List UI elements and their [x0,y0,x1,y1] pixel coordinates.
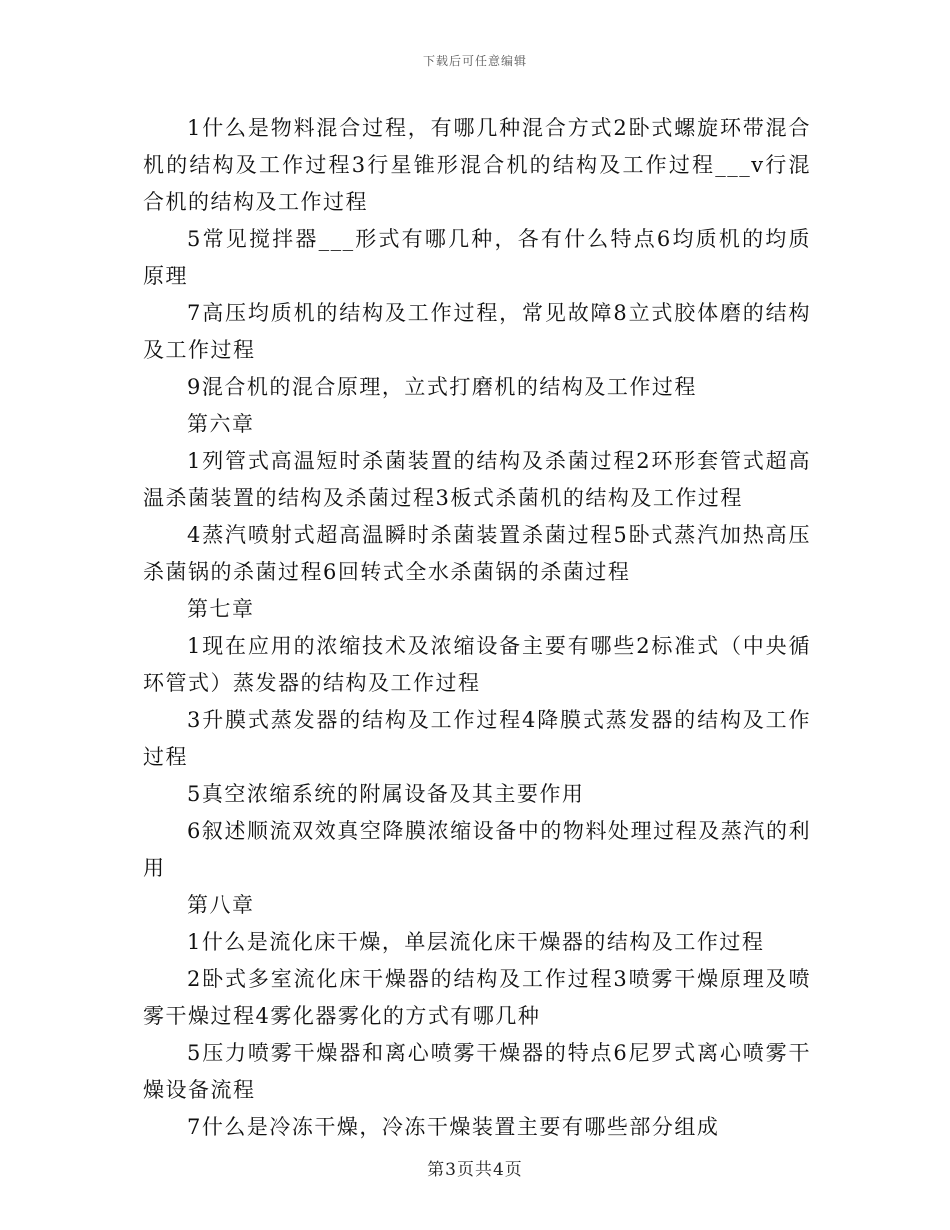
chapter-heading: 第六章 [187,412,255,436]
paragraph: 7什么是冷冻干燥，冷冻干燥装置主要有哪些部分组成 [187,1115,720,1139]
paragraph: 6叙述顺流双效真空降膜浓缩设备中的物料处理过程及蒸汽的利用 [143,819,811,880]
paragraph: 2卧式多室流化床干燥器的结构及工作过程3喷雾干燥原理及喷雾干燥过程4雾化器雾化的方式有哪几种 [143,967,811,1028]
paragraph: 5压力喷雾干燥器和离心喷雾干燥器的特点6尼罗式离心喷雾干燥设备流程 [143,1041,811,1102]
paragraph: 1什么是物料混合过程，有哪几种混合方式2卧式螺旋环带混合机的结构及工作过程3行星锥形混合机的结构及工作过程___v行混合机的结构及工作过程 [143,116,811,214]
paragraph: 4蒸汽喷射式超高温瞬时杀菌装置杀菌过程5卧式蒸汽加热高压杀菌锅的杀菌过程6回转式全水杀菌锅的杀菌过程 [143,523,811,584]
page-header: 下载后可任意编辑 [422,54,527,68]
paragraph: 1什么是流化床干燥，单层流化床干燥器的结构及工作过程 [187,930,765,954]
paragraph: 1现在应用的浓缩技术及浓缩设备主要有哪些2标准式（中央循环管式）蒸发器的结构及工作过程 [143,634,811,695]
paragraph: 3升膜式蒸发器的结构及工作过程4降膜式蒸发器的结构及工作过程 [143,708,811,769]
paragraph: 7高压均质机的结构及工作过程，常见故障8立式胶体磨的结构及工作过程 [143,301,811,362]
page-number: 第3页共4页 [427,1160,523,1180]
paragraph: 9混合机的混合原理，立式打磨机的结构及工作过程 [187,375,697,399]
chapter-heading: 第七章 [187,597,255,621]
paragraph: 5常见搅拌器___形式有哪几种，各有什么特点6均质机的均质原理 [143,227,811,288]
paragraph: 5真空浓缩系统的附属设备及其主要作用 [187,782,585,806]
document-body [143,110,811,1146]
paragraph: 1列管式高温短时杀菌装置的结构及杀菌过程2环形套管式超高温杀菌装置的结构及杀菌过程3板式杀菌机的结构及工作过程 [143,449,811,510]
chapter-heading: 第八章 [187,893,255,917]
